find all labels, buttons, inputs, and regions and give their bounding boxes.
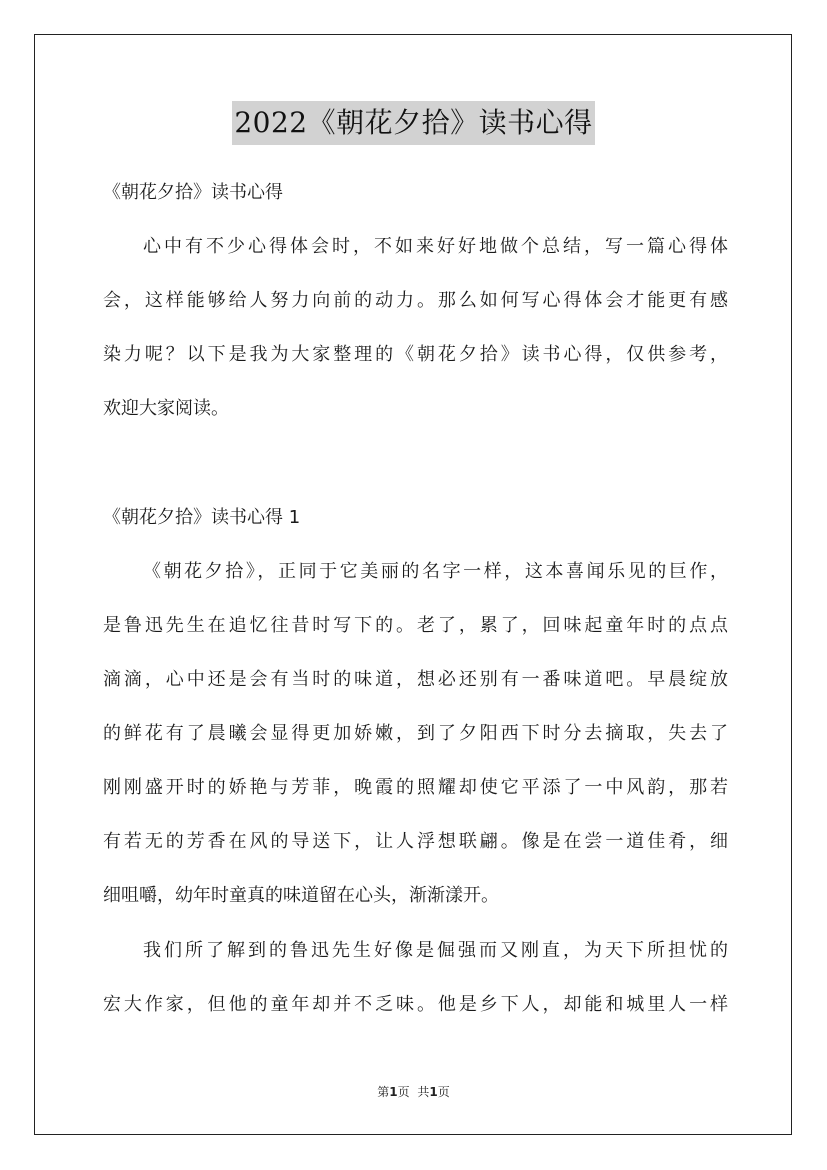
para1-line-1: 《朝花夕拾》，正同于它美丽的名字一样，这本喜闻乐见的巨作， (143, 561, 728, 582)
para2-line-1: 我们所了解到的鲁迅先生好像是倔强而又刚直，为天下所担忧的 (143, 940, 728, 961)
para1-line-7: 细咀嚼，幼年时童真的味道留在心头，渐渐漾开。 (103, 885, 499, 906)
footer-total-number: 1 (429, 1085, 438, 1099)
footer-page-suffix: 页 (397, 1085, 410, 1099)
footer-page-number: 1 (389, 1085, 398, 1099)
para2-line-2: 宏大作家，但他的童年却并不乏味。他是乡下人，却能和城里人一样 (103, 994, 728, 1015)
para1-line-2: 是鲁迅先生在追忆往昔时写下的。老了，累了，回味起童年时的点点 (103, 615, 728, 636)
title-container (0, 101, 827, 145)
footer-total-suffix: 页 (437, 1085, 450, 1099)
intro-line-2: 会，这样能够给人努力向前的动力。那么如何写心得体会才能更有感 (103, 290, 728, 311)
page-footer (0, 1083, 827, 1100)
intro-line-1: 心中有不少心得体会时，不如来好好地做个总结，写一篇心得体 (143, 236, 728, 257)
section-heading: 《朝花夕拾》读书心得 1 (103, 507, 301, 528)
intro-line-4: 欢迎大家阅读。 (103, 398, 229, 419)
para1-line-4: 的鲜花有了晨曦会显得更加娇嫩，到了夕阳西下时分去摘取，失去了 (103, 723, 728, 744)
footer-page-prefix: 第 (377, 1085, 390, 1099)
document-subtitle: 《朝花夕拾》读书心得 (103, 182, 283, 203)
para1-line-3: 滴滴，心中还是会有当时的味道，想必还别有一番味道吧。早晨绽放 (103, 669, 728, 690)
intro-line-3: 染力呢？以下是我为大家整理的《朝花夕拾》读书心得，仅供参考， (103, 344, 728, 365)
document-title: 2022《朝花夕拾》读书心得 (232, 101, 594, 145)
para1-line-6: 有若无的芳香在风的导送下，让人浮想联翩。像是在尝一道佳肴，细 (103, 831, 728, 852)
footer-total-prefix: 共 (417, 1085, 430, 1099)
para1-line-5: 刚刚盛开时的娇艳与芳菲，晚霞的照耀却使它平添了一中风韵，那若 (103, 777, 728, 798)
